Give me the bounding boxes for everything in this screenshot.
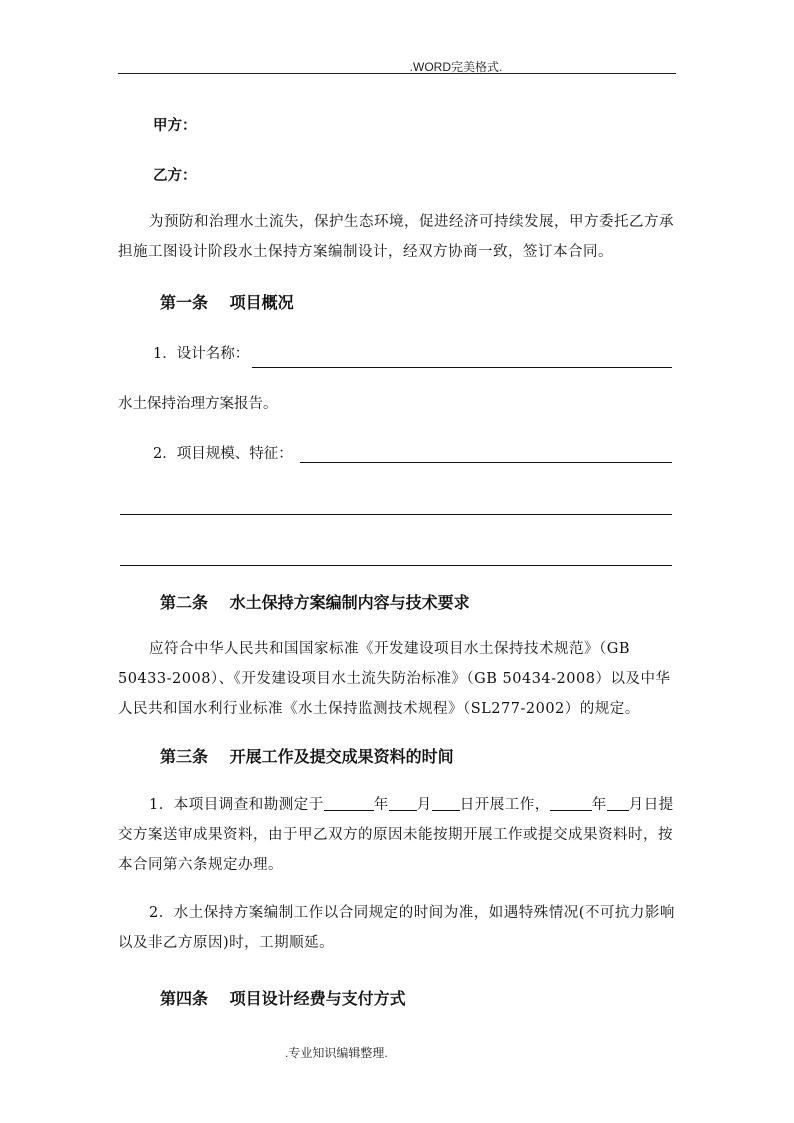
party-b-label: 乙方：: [153, 167, 197, 184]
project-scale-label: 2．项目规模、特征：: [153, 446, 293, 462]
project-scale-field-line-3[interactable]: [120, 565, 672, 566]
schedule-intro-text: 1．本项目调查和勘测定于: [149, 797, 324, 813]
start-month-field[interactable]: [389, 796, 417, 811]
intro-paragraph: 为预防和治理水土流失，保护生态环境，促进经济可持续发展，甲方委托乙方承担施工图设计阶段水土保持方案编制设计，经双方协商一致，签订本合同。: [118, 214, 674, 260]
article-2-heading: 第二条 水土保持方案编制内容与技术要求: [160, 593, 470, 612]
start-day-unit-text: 日开展工作，: [459, 797, 550, 813]
article-3-paragraph-1: [118, 790, 678, 880]
design-name-field[interactable]: [252, 367, 672, 368]
start-day-field[interactable]: [432, 796, 460, 811]
start-month-unit: 月: [416, 797, 432, 813]
submit-year-unit: 年: [591, 797, 607, 813]
article-4-heading: 第四条 项目设计经费与支付方式: [160, 989, 406, 1008]
article-3-paragraph-2: 2．水土保持方案编制工作以合同规定的时间为准，如遇特殊情况(不可抗力影响以及非乙方原因)时，工期顺延。: [118, 905, 675, 951]
article-3-heading: 第三条 开展工作及提交成果资料的时间: [160, 747, 454, 766]
article-2-body: 应符合中华人民共和国国家标准《开发建设项目水土保持技术规范》（GB 50433-2008）、《开发建设项目水土流失防治标准》（GB 50434-2008）以及中华人民共和国水利行业标准《水土保持监测技术规程》（SL277-2002）的规定。: [118, 641, 671, 717]
header-rule: [118, 73, 676, 74]
design-name-label: 1．设计名称：: [153, 346, 250, 362]
schedule-rest-text: 日提交方案送审成果资料，由于甲乙双方的原因未能按期开展工作或提交成果资料时，按本合同第六条规定办理。: [118, 797, 674, 873]
page-header: .WORD完美格式.: [409, 60, 503, 74]
project-scale-field-line-2[interactable]: [120, 514, 672, 515]
article-1-heading: 第一条 项目概况: [160, 293, 294, 312]
party-a-label: 甲方：: [153, 117, 197, 134]
submit-month-unit: 月: [628, 797, 644, 813]
project-scale-field[interactable]: [300, 462, 672, 463]
submit-year-field[interactable]: [550, 796, 592, 811]
start-year-unit: 年: [373, 797, 389, 813]
start-year-field[interactable]: [324, 796, 374, 811]
design-name-continuation: 水土保持治理方案报告。: [118, 396, 278, 412]
page-footer: .专业知识编辑整理.: [285, 1046, 388, 1060]
submit-month-field[interactable]: [607, 796, 629, 811]
